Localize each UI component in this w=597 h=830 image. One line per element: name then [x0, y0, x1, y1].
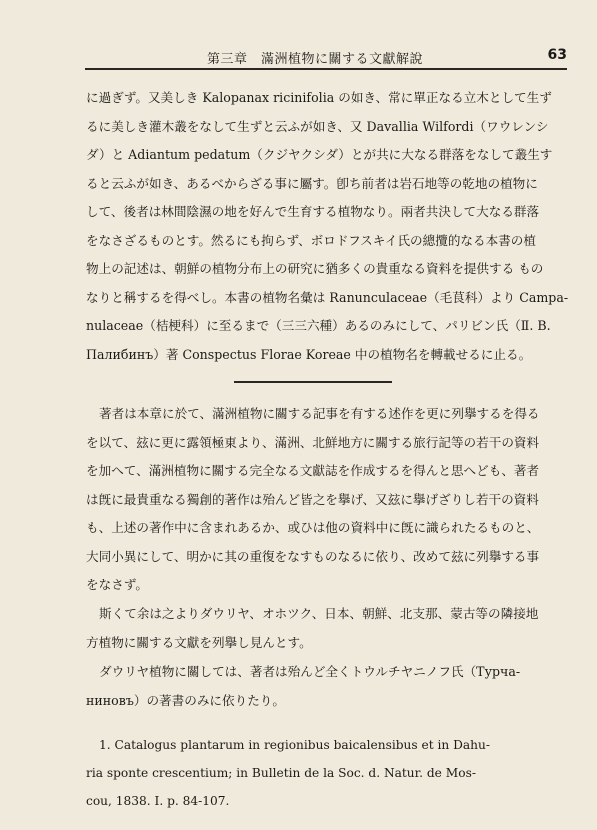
- text-line: は旣に最貴重なる獨創的著作は殆んど皆之を擧げ、又玆に擧げざりし若干の資料: [86, 491, 539, 507]
- text-line: 大同小異にして、明かに其の重復をなすものなるに依り、改めて玆に列擧する事: [86, 548, 540, 564]
- text-line: をなさざるものとす。然るにも拘らず、ボロドフスキイ氏の總攬的なる本書の植: [86, 232, 536, 248]
- footnote-line: ria sponte crescentium; in Bulletin de la Soc. d. Natur. de Mos-: [86, 766, 476, 780]
- paragraph-3: [86, 600, 570, 657]
- text-line: を加へて、滿洲植物に關する完全なる文獻誌を作成するを得んと思へども、著者: [86, 463, 540, 478]
- text-line: して、後者は林間陰濕の地を好んで生育する植物なり。兩者共決して大なる群落: [86, 204, 540, 219]
- text-line: に過ぎず。又美しき Kalopanax ricinifolia の如き、常に單正なる立木として生ず: [86, 90, 552, 105]
- chapter-title: 第三章 滿洲植物に關する文獻解說: [207, 52, 424, 67]
- text-line: ниновъ）の著書のみに依りたり。: [86, 692, 285, 708]
- page-number: 63: [547, 47, 567, 63]
- running-header: [85, 44, 567, 70]
- text-line: 著者は本章に於て、滿洲植物に關する記事を有する述作を更に列擧するを得る: [99, 406, 540, 421]
- text-line: 物上の記述は、朝鮮の植物分布上の研究に猶多くの貴重なる資料を提供する もの: [86, 261, 544, 276]
- text-line: も、上述の著作中に含まれあるか、或ひは他の資料中に旣に識られたるものと、: [86, 520, 540, 535]
- text-line: ダ）と Adiantum pedatum（クジヤクシダ）とが共に大なる群落をなして叢生す: [86, 147, 553, 162]
- text-line: 斯くて余は之よりダウリヤ、オホツク、日本、朝鮮、北支那、蒙古等の隣接地: [99, 606, 539, 621]
- text-line: ダウリヤ植物に關しては、著者は殆んど全くトウルチヤニノフ氏（Турча-: [99, 664, 521, 679]
- text-line: ると云ふが如き、あるべからざる事に屬す。卽ち前者は岩石地等の乾地の植物に: [86, 175, 538, 191]
- text-line: 方植物に關する文獻を列擧し見んとす。: [86, 634, 312, 650]
- text-line: をなさず。: [86, 577, 148, 592]
- text-line: を以て、玆に更に露領極東より、滿洲、北鮮地方に關する旅行記等の若干の資料: [86, 434, 540, 450]
- paragraph-4: [86, 658, 570, 715]
- footnote-line: 1. Catalogus plantarum in regionibus baicalensibus et in Dahu-: [99, 738, 490, 752]
- footnote-line: cou, 1838. I. p. 84-107.: [86, 794, 230, 808]
- text-line: なりと稱するを得べし。本書の植物名彙は Ranunculaceae（毛茛科）より Campa-: [86, 289, 569, 305]
- text-line: nulaceae（桔梗科）に至るまで（三三六種）あるのみにして、パリビン氏（Ⅱ. B.: [86, 318, 551, 333]
- text-line: Палибинъ）著 Conspectus Florae Koreae 中の植物名を轉載せるに止る。: [86, 346, 532, 362]
- header-rule: [85, 68, 567, 70]
- paragraph-2: [86, 400, 570, 600]
- footnote: [86, 731, 570, 815]
- text-line: るに美しき灌木叢をなして生ずと云ふが如き、又 Davallia Wilfordi（ワウレンシ: [86, 118, 549, 134]
- paragraph-1: [86, 84, 570, 369]
- section-divider: [234, 381, 392, 383]
